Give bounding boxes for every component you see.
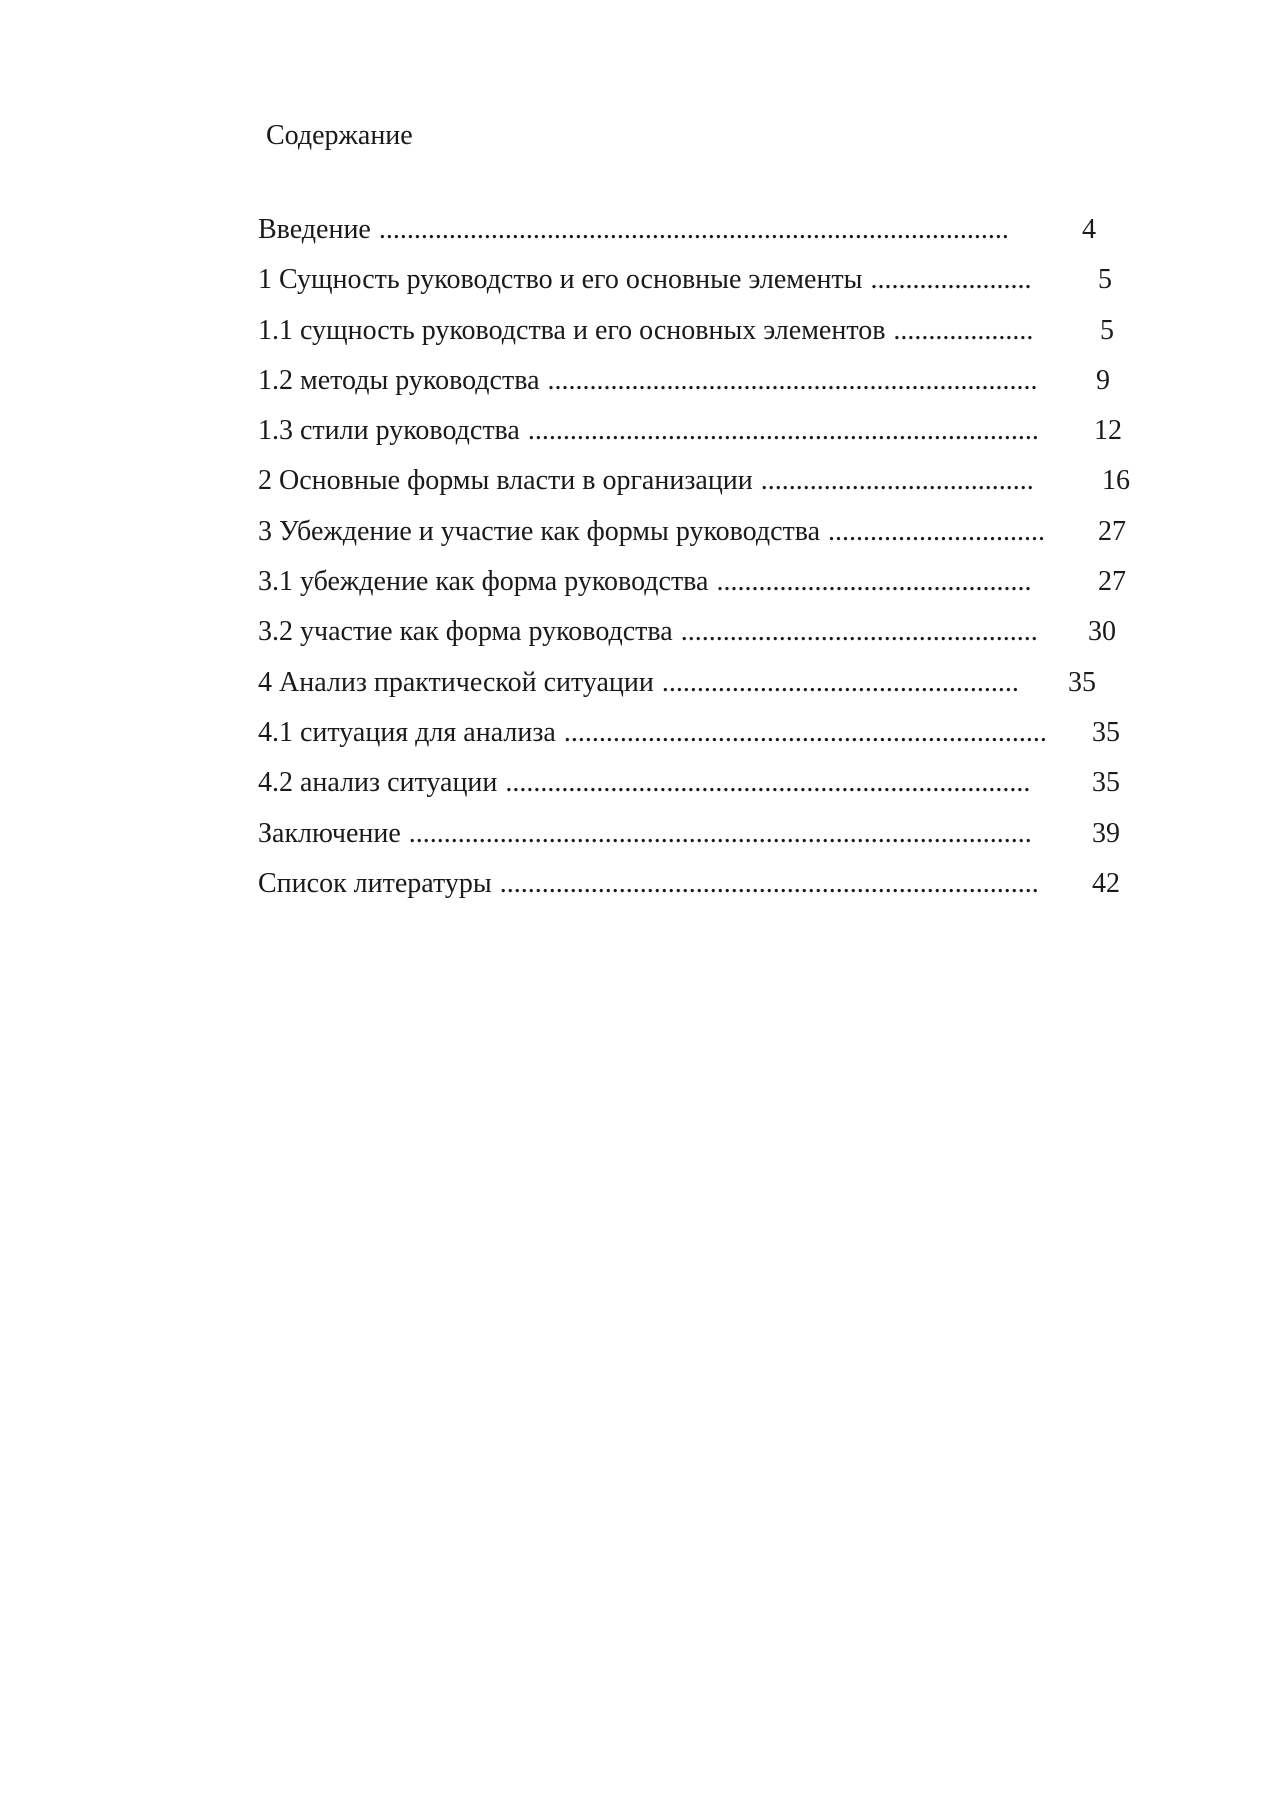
toc-entry-page: 27 [1098,566,1126,598]
toc-entry [258,816,1122,866]
toc-entry-page: 27 [1098,515,1126,547]
toc-entry [258,212,1098,262]
toc-entry [258,413,1124,463]
toc-entry-title: 3.2 участие как форма руководства [258,616,673,648]
toc-entry-page: 5 [1100,314,1114,346]
toc-entry [258,665,1098,715]
toc-entry-page: 12 [1094,415,1122,447]
toc-entry-leader: .......................................................................................... [378,214,1009,245]
toc-entry-page: 16 [1102,465,1130,497]
toc-entry-leader: ..................................................................... [563,716,1047,748]
toc-entry-title: 4.1 ситуация для анализа [258,716,556,748]
toc-entry-leader: ............................................. [716,566,1032,598]
toc-entry-page: 9 [1096,364,1110,396]
toc-entry-leader: ......................................................................... [527,415,1039,447]
toc-entry-title: 1.1 сущность руководства и его основных элементов [258,314,886,346]
toc-entry-page: 35 [1068,666,1096,698]
toc-entry-title: 4.2 анализ ситуации [258,767,498,799]
toc-entry-leader: ...................................................................... [547,364,1038,396]
toc-entry-leader: ............................................................................. [499,867,1039,899]
toc-entry-leader: ................................................... [661,666,1019,698]
toc-entry-title: 1.2 методы руководства [258,364,540,396]
toc-entry-title: 1.3 стили руководства [258,415,520,447]
toc-entry-leader: ....................... [870,264,1032,296]
toc-entry-title: 3.1 убеждение как форма руководства [258,566,709,598]
toc-entry [258,564,1128,614]
toc-entry-leader: ............................... [828,515,1046,547]
table-of-contents [258,212,1132,916]
toc-entry-page: 42 [1092,867,1120,899]
toc-entry [258,765,1122,815]
toc-entry [258,614,1118,664]
toc-entry [258,363,1112,413]
toc-entry-title: 1 Сущность руководство и его основные элементы [258,264,863,296]
toc-entry [258,313,1116,363]
toc-entry [258,715,1122,765]
toc-entry-page: 30 [1088,616,1116,648]
toc-entry [258,514,1128,564]
toc-entry-page: 5 [1098,264,1112,296]
toc-entry-leader: ................................................... [680,616,1038,648]
toc-entry-title: 3 Убеждение и участие как формы руководства [258,515,821,547]
toc-entry [258,262,1114,312]
toc-entry-leader: ......................................................................................... [408,817,1032,849]
toc-entry-title: Заключение [258,817,401,849]
toc-entry-title: 4 Анализ практической ситуации [258,666,654,698]
toc-entry-leader: ........................................................................... [505,767,1031,799]
toc-entry-page: 39 [1092,817,1120,849]
toc-entry-title: 2 Основные формы власти в организации [258,465,753,497]
toc-entry-leader: .................... [893,314,1034,346]
toc-entry [258,463,1132,513]
toc-entry-leader: ....................................... [760,465,1034,497]
toc-entry [258,866,1122,916]
toc-entry-title: Список литературы [258,867,492,899]
toc-entry-page: 35 [1092,767,1120,799]
toc-entry-page: 4 [1082,214,1096,245]
toc-entry-title: Введение [258,214,371,245]
page-title: Содержание [266,120,413,151]
toc-entry-page: 35 [1092,716,1120,748]
